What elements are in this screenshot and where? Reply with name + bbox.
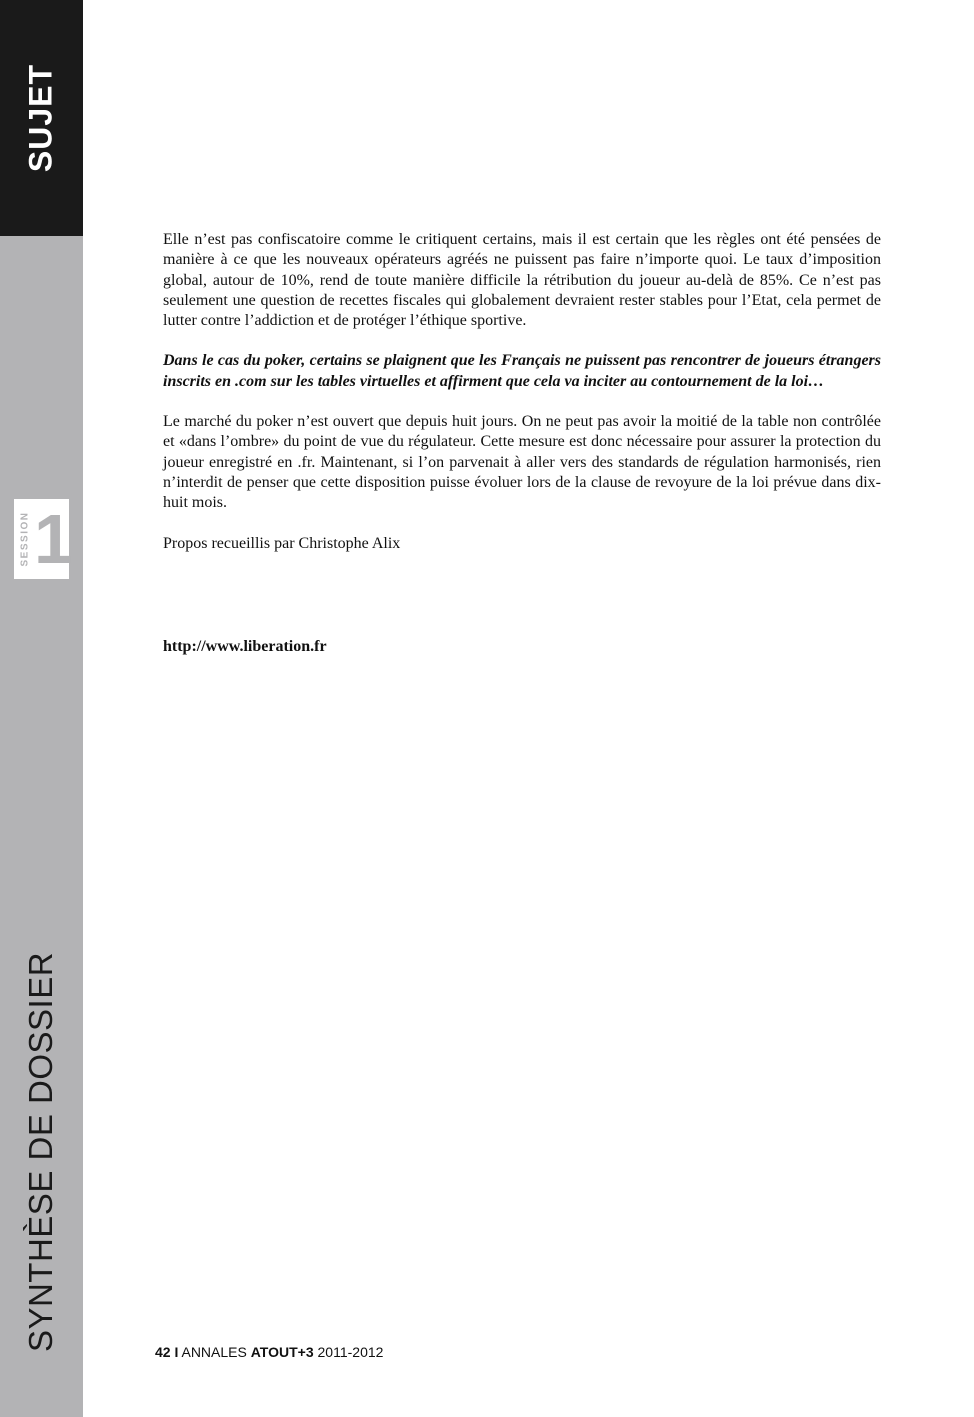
sujet-label: SUJET (22, 63, 59, 173)
session-word: SESSION (19, 511, 31, 567)
brand-name: ATOUT+3 (250, 1344, 314, 1360)
section-label: SYNTHÈSE DE DOSSIER (22, 951, 59, 1353)
sidebar (0, 0, 83, 1417)
footer-separator: I (174, 1344, 179, 1360)
answer-paragraph-1: Elle n’est pas confiscatoire comme le critiquent certains, mais il est certain que les règles ont été pensées de manière à ce que les nouveaux opérateurs agréés ne puissent pas faire n’importe quoi. Le taux d’imposition global, autour de 10%, rend de toute manière difficile la rétribution du joueur au-delà de 85%. Ce n’est pas seulement une question de recettes fiscales qui globalement devraient rester stables pour l’Etat, cela permet de lutter contre l’addiction et de protéger l’éthique sportive. (163, 231, 881, 330)
page-footer (155, 1344, 383, 1360)
session-number: 1 (34, 500, 73, 578)
publication-years: 2011-2012 (317, 1344, 384, 1360)
sidebar-header-block (0, 0, 83, 236)
publication-name: ANNALES (181, 1344, 247, 1360)
session-badge (14, 499, 73, 579)
author-credit: Propos recueillis par Christophe Alix (163, 534, 401, 552)
question-paragraph: Dans le cas du poker, certains se plaignent que les Français ne puissent pas rencontrer de joueurs étrangers inscrits en .com sur les tables virtuelles et affirment que cela va inciter au contournement de la loi… (163, 352, 881, 390)
source-link[interactable]: http://www.liberation.fr (163, 638, 327, 655)
page-number: 42 (155, 1344, 171, 1360)
article-body (163, 230, 881, 554)
answer-paragraph-2: Le marché du poker n’est ouvert que depuis huit jours. On ne peut pas avoir la moitié de la table non contrôlée et «dans l’ombre» du point de vue du régulateur. Cette mesure est donc nécessaire pour assurer la protection du joueur enregistré en .fr. Maintenant, si l’on parvenait à aller vers des standards de régulation harmonisés, rien n’interdit de penser que cette disposition puisse évoluer lors de la clause de revoyure de la loi prévue dans dix-huit mois. (163, 413, 881, 512)
